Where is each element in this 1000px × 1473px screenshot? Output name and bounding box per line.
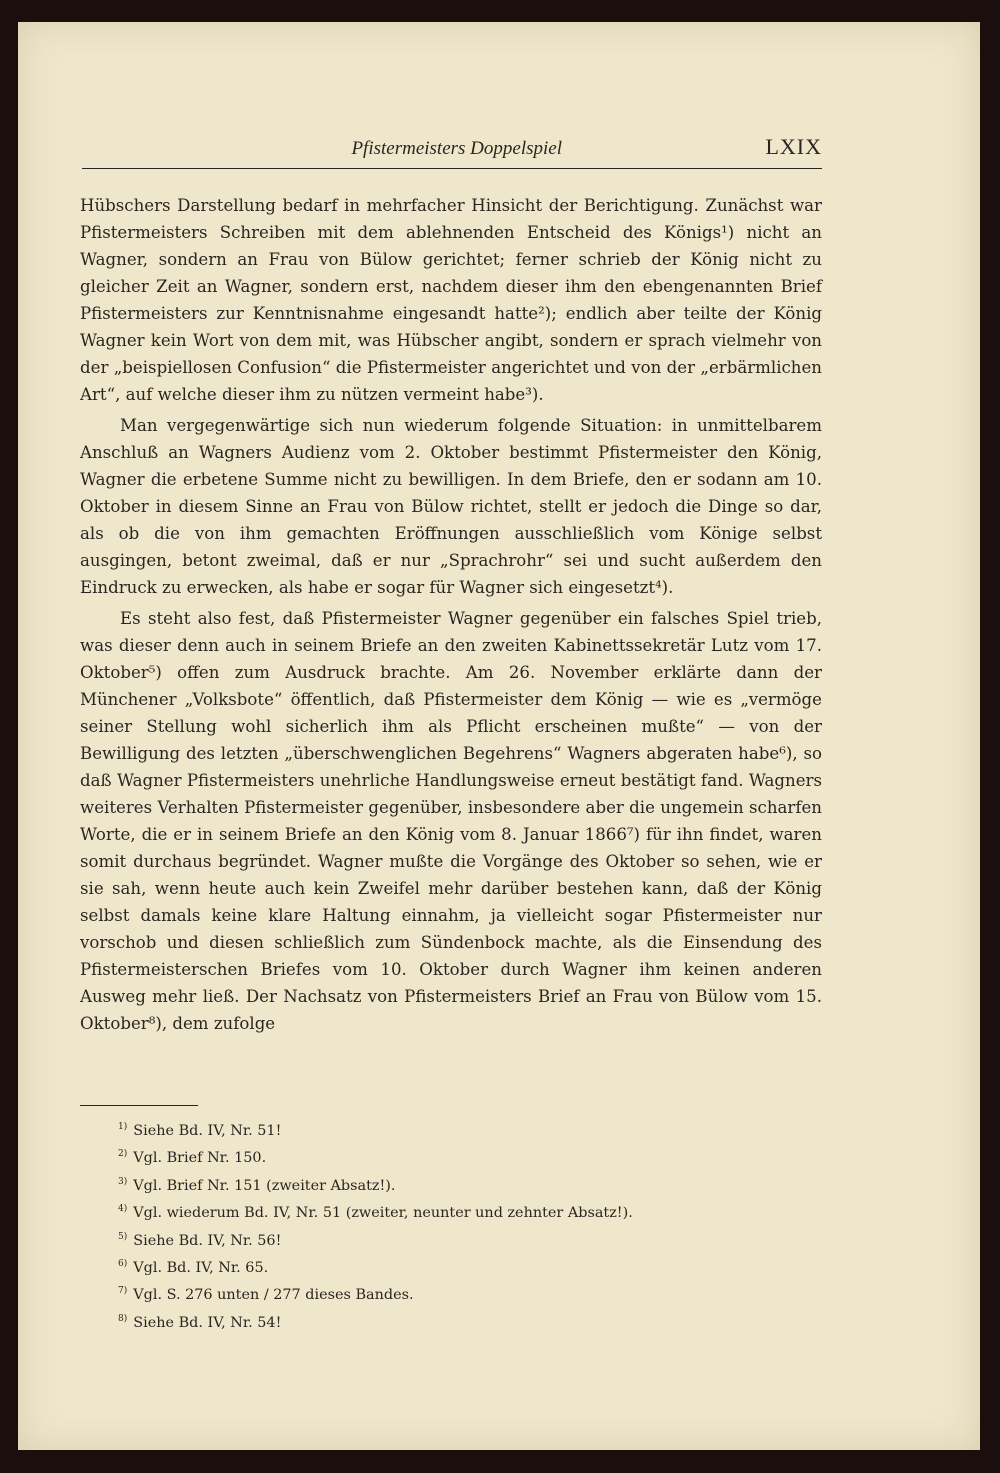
footnote [118,1226,818,1253]
footnote-text: Vgl. Bd. IV, Nr. 65. [133,1259,269,1276]
footnote [118,1308,818,1335]
footnote [118,1143,818,1170]
footnote-separator [80,1105,198,1106]
footnote-marker: 8) [118,1313,128,1324]
footnote-text: Vgl. wiederum Bd. IV, Nr. 51 (zweiter, neunter und zehnter Absatz!). [133,1204,633,1221]
paragraph-1: Hübschers Darstellung bedarf in mehrfacher Hinsicht der Berichtigung. Zunächst war Pfistermeisters Schreiben mit dem ablehnenden Entscheid des Königs¹) nicht an Wagner, sondern an Frau von Bülow gerichtet; ferner schrieb der König nicht zu gleicher Zeit an Wagner, sondern erst, nachdem dieser ihm den ebengenannten Brief Pfistermeisters zur Kenntnisnahme eingesandt hatte²); endlich aber teilte der König Wagner kein Wort von dem mit, was Hübscher angibt, sondern er sprach vielmehr von der „beispiellosen Confusion“ die Pfistermeister angerichtet und von der „erbärmlichen Art“, auf welche dieser ihm zu nützen vermeint habe³). [80,196,822,404]
footnote-marker: 6) [118,1258,128,1269]
footnote-marker: 7) [118,1286,128,1297]
footnote-marker: 1) [118,1122,128,1132]
book-page [18,22,980,1450]
footnote-text: Vgl. Brief Nr. 150. [133,1150,267,1167]
footnote-marker: 5) [118,1231,128,1242]
footnotes [118,1116,818,1335]
footnote-marker: 3) [118,1176,128,1187]
running-title: Pfistermeisters Doppelspiel [351,138,562,159]
paragraph-3: Es steht also fest, daß Pfistermeister Wagner gegenüber ein falsches Spiel trieb, was dieser denn auch in seinem Briefe an den zweiten Kabinettssekretär Lutz vom 17. Oktober⁵) offen zum Ausdruck brachte. Am 26. November erklärte dann der Münchener „Volksbote“ öffentlich, daß Pfistermeister dem König — wie es „vermöge seiner Stellung wohl sicherlich ihm als Pflicht erscheinen mußte“ — von der Bewilligung des letzten „überschwenglichen Begehrens“ Wagners abgeraten habe⁶), so daß Wagner Pfistermeisters unehrliche Handlungsweise erneut bestätigt fand. Wagners weiteres Verhalten Pfistermeister gegenüber, insbesondere aber die ungemein scharfen Worte, die er in seinem Briefe an den König vom 8. Januar 1866⁷) für ihn findet, waren somit durchaus begründet. Wagner mußte die Vorgänge des Oktober so sehen, wie er sie sah, wenn heute auch kein Zweifel mehr darüber bestehen kann, daß der König selbst damals keine klare Haltung einnahm, ja vielleicht sogar Pfistermeister nur vorschob und diesen schließlich zum Sündenbock machte, als die Einsendung des Pfistermeisterschen Briefes vom 10. Oktober durch Wagner ihm keinen anderen Ausweg mehr ließ. Der Nachsatz von Pfistermeisters Brief an Frau von Bülow vom 15. Oktober⁸), dem zufolge [80,609,822,1033]
footnote-text: Siehe Bd. IV, Nr. 56! [133,1232,282,1249]
footnote-text: Siehe Bd. IV, Nr. 54! [133,1314,282,1331]
main-text [80,192,822,1037]
footnote [118,1198,818,1225]
footnote [118,1253,818,1280]
footnote [118,1116,818,1143]
page-number: LXIX [765,134,822,159]
footnote [118,1280,818,1307]
footnote-text: Vgl. S. 276 unten / 277 dieses Bandes. [133,1287,414,1304]
running-header [82,128,822,169]
footnote-marker: 2) [118,1149,128,1160]
paragraph-2: Man vergegenwärtige sich nun wiederum folgende Situation: in unmittelbarem Anschluß an Wagners Audienz vom 2. Oktober bestimmt Pfistermeister den König, Wagner die erbetene Summe nicht zu bewilligen. In dem Briefe, den er sodann am 10. Oktober in diesem Sinne an Frau von Bülow richtet, stellt er jedoch die Dinge so dar, als ob die von ihm gemachten Eröffnungen ausschließlich vom Könige selbst ausgingen, betont zweimal, daß er nur „Sprachrohr“ sei und sucht außerdem den Eindruck zu erwecken, als habe er sogar für Wagner sich eingesetzt⁴). [80,416,822,597]
footnote-marker: 4) [118,1204,128,1215]
footnote-text: Siehe Bd. IV, Nr. 51! [133,1122,282,1139]
footnote-text: Vgl. Brief Nr. 151 (zweiter Absatz!). [133,1177,396,1194]
footnote [118,1171,818,1198]
